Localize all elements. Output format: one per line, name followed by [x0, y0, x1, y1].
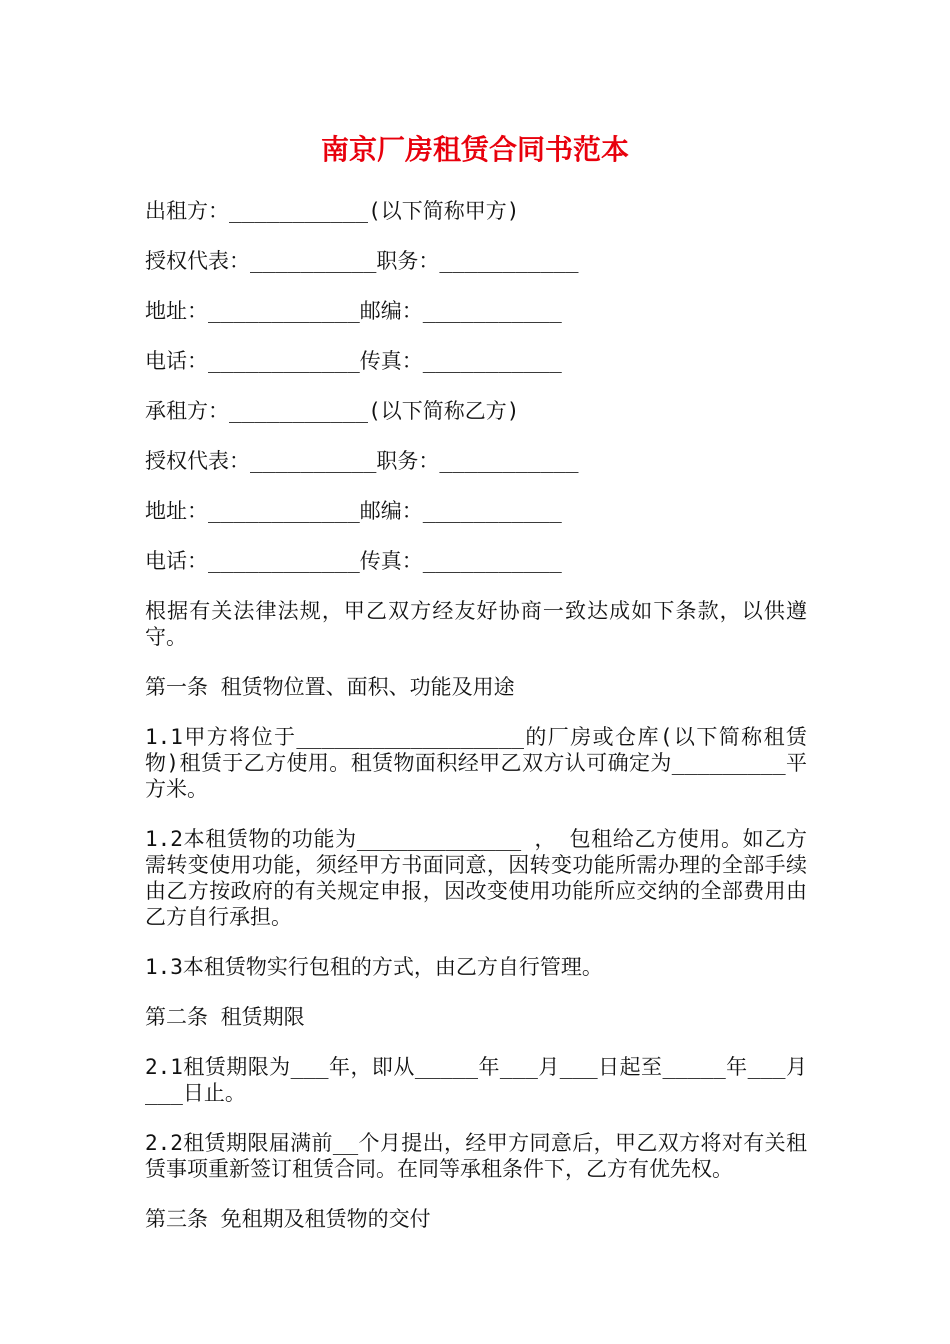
article-1-heading: 第一条 租赁物位置、面积、功能及用途 [145, 675, 515, 699]
lessor-line: 出租方：___________(以下简称甲方) [145, 199, 520, 223]
lessor-representative-line: 授权代表：__________职务：___________ [145, 249, 579, 273]
lessor-address-line: 地址：____________邮编：___________ [145, 299, 562, 323]
document-body [145, 198, 807, 1256]
article-2-heading: 第二条 租赁期限 [145, 1005, 305, 1029]
lessee-representative-line: 授权代表：__________职务：___________ [145, 449, 579, 473]
clause-1-1: 1.1甲方将位于__________________的厂房或仓库(以下简称租赁物)租赁于乙方使用。租赁物面积经甲乙双方认可确定为_________平方米。 [145, 725, 807, 801]
lessee-address-line: 地址：____________邮编：___________ [145, 499, 562, 523]
clause-1-3: 1.3本租赁物实行包租的方式，由乙方自行管理。 [145, 955, 603, 979]
preamble-paragraph: 根据有关法律法规，甲乙双方经友好协商一致达成如下条款，以供遵守。 [145, 599, 807, 649]
document-title: 南京厂房租赁合同书范本 [320, 133, 629, 166]
article-3-heading: 第三条 免租期及租赁物的交付 [145, 1207, 431, 1231]
clause-1-2: 1.2本租赁物的功能为_____________ ， 包租给乙方使用。如乙方需转变使用功能，须经甲方书面同意，因转变功能所需办理的全部手续由乙方按政府的有关规定申报，因改变使用功能所应交纳的全部费用由乙方自行承担。 [145, 827, 807, 929]
lessee-phone-line: 电话：____________传真：___________ [145, 549, 562, 573]
lessor-phone-line: 电话：____________传真：___________ [145, 349, 562, 373]
lessee-line: 承租方：___________(以下简称乙方) [145, 399, 520, 423]
clause-2-2: 2.2租赁期限届满前__个月提出，经甲方同意后，甲乙双方将对有关租赁事项重新签订租赁合同。在同等承租条件下，乙方有优先权。 [145, 1131, 807, 1181]
clause-2-1: 2.1租赁期限为___年，即从_____年___月___日起至_____年___月___日止。 [145, 1055, 807, 1105]
